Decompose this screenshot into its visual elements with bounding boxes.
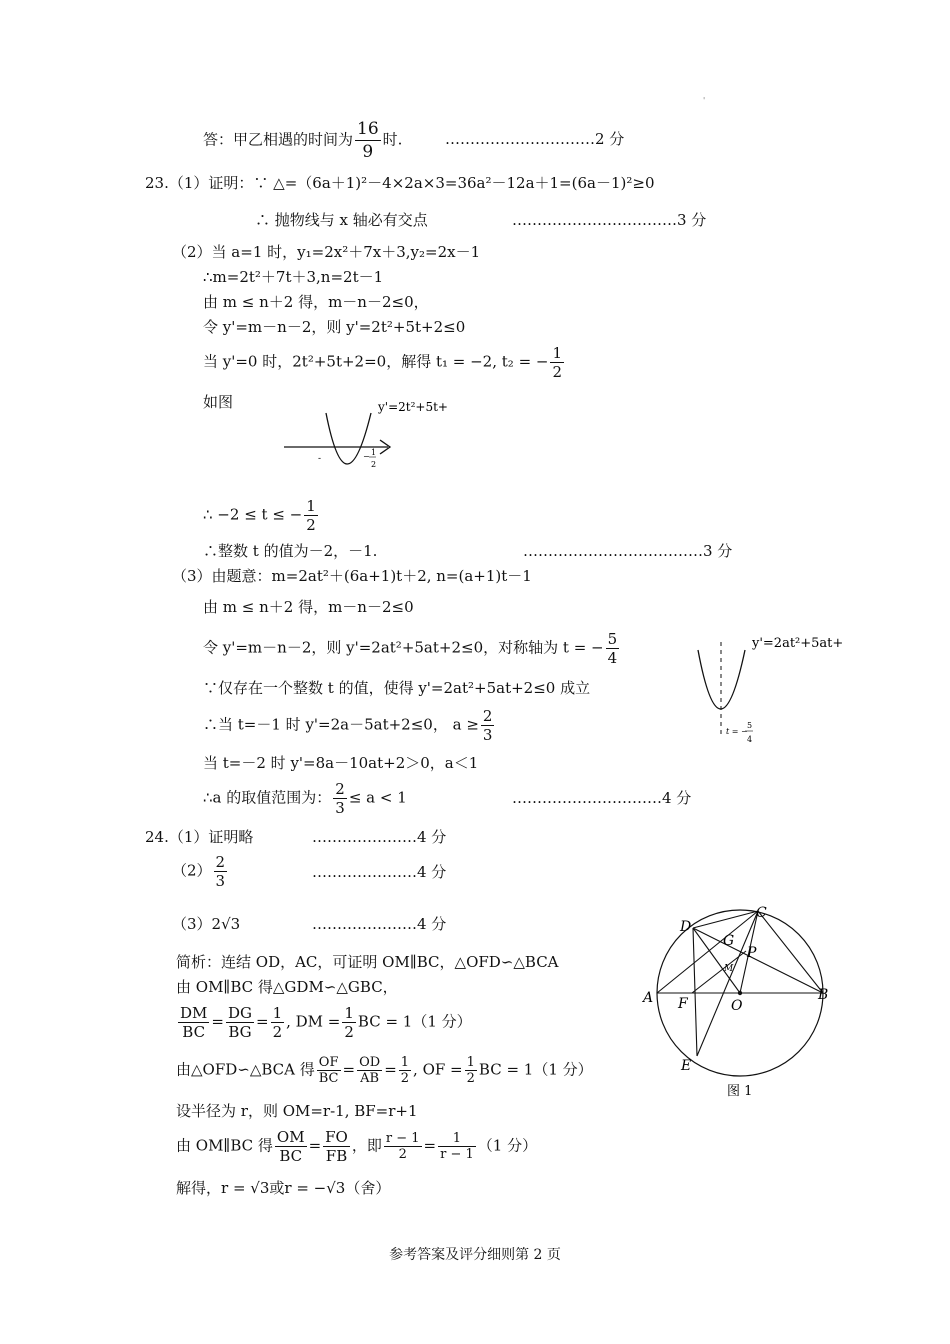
label-E: E [681,1058,692,1074]
q23-p2-line1: （2）当 a=1 时，y₁=2x²＋7x＋3,y₂=2x－1 [172,243,481,261]
q23-p2-figure-label: 如图 [203,393,234,411]
q24-s3-frac2: $\frac{DG}{BG}$ [227,1004,252,1041]
label-C: C [756,905,767,921]
q24-part3: （3）2√3 [172,915,241,933]
q24-s6-frac2: $\frac{FO}{FB}$ [325,1128,348,1165]
q24-sketch-line6: 由 OM∥BC 得 $\frac{OM}{BC}$ = $\frac{FO}{FB}$ ，即 $\frac{r - 1}{2}$ = $\frac{1}{r - 1}$ （1 分） [176,1128,538,1165]
q23-p3-line7: ∴a 的取值范围为： $\frac{2}{3}$ ≤ a < 1 [203,780,407,817]
q24-part1-points: …………………4 分 [312,828,447,846]
q24-s3-frac1: $\frac{DM}{BC}$ [180,1004,208,1041]
q23-p3-points: …………………………4 分 [512,789,692,807]
q23-conclusion-points: ……………………………3 分 [512,211,707,229]
q24-sketch-line3: $\frac{DM}{BC}$ = $\frac{DG}{BG}$ = $\frac{1}{2}$ , DM = $\frac{1}{2}$ BC = 1（1 分） [180,1004,472,1041]
q23-p2-line7: ∴整数 t 的值为－2，－1. [203,542,378,560]
q24-s4-frac1: $\frac{OF}{BC}$ [318,1055,339,1086]
graph2-axis-den: 4 [747,735,753,744]
label-P: P [747,945,757,961]
figure-caption: 图 1 [727,1084,753,1099]
q23-p2-points: ………………………………3 分 [523,542,733,560]
stray-mark: ' [703,96,706,105]
q23-p2-line6-fraction: $\frac{1}{2}$ [306,497,316,534]
q23-p3-line5-fraction: $\frac{2}{3}$ [482,707,493,744]
q23-p3-line6: 当 t=－2 时 y'=8a－10at+2＞0，a＜1 [203,754,479,772]
q24-sketch-line4: 由△OFD∽△BCA 得 $\frac{OF}{BC}$ = $\frac{OD}{AB}$ = $\frac{1}{2}$ , OF = $\frac{1}{2}$ BC = 1（1 分） [176,1055,593,1086]
q24-sketch-line7: 解得，r = √3或r = −√3（舍） [176,1179,391,1197]
parabola-graph-1 [280,395,460,485]
q23-p2-line4: 令 y'=m－n－2，则 y'=2t²+5t+2≤0 [203,318,466,336]
graph2-axis-label: t = − [726,727,748,736]
q24-sketch-line1: 简析：连结 OD，AC，可证明 OM∥BC，△OFD∽△BCA [176,953,559,971]
q24-s6-frac1: $\frac{OM}{BC}$ [276,1128,305,1165]
graph1-label: y'=2t²+5t+ [378,400,448,414]
answer-points: …………………………2 分 [445,130,625,148]
q24-part2-fraction: $\frac{2}{3}$ [215,853,226,890]
graph2-axis-num: 5 [747,721,753,730]
point-O-dot [738,991,742,995]
q23-p3-line5: ∴当 t=－1 时 y'=2a－5at+2≤0， a ≥ $\frac{2}{3}$ [203,707,493,744]
segment-CB [758,911,823,993]
q24-s3-frac4: $\frac{1}{2}$ [344,1004,354,1041]
answer-line [203,118,402,163]
page-footer: 参考答案及评分细则第 2 页 [389,1247,561,1263]
q24-part3-points: …………………4 分 [312,915,447,933]
graph1-tick-num: 1 [371,448,377,457]
q24-sketch-line5: 设半径为 r，则 OM=r-1, BF=r+1 [176,1102,418,1120]
answer-suffix: 时. [382,130,403,149]
q23-p3-line3-fraction: $\frac{5}{4}$ [607,630,618,667]
q23-p2-line6: ∴ −2 ≤ t ≤ − $\frac{1}{2}$ [203,497,316,534]
graph1-tick-left: - [318,454,322,464]
q23-p3-line1: （3）由题意：m=2at²＋(6a+1)t＋2, n=(a+1)t－1 [172,567,532,585]
q23-p3-line4: ∵仅存在一个整数 t 的值，使得 y'=2at²+5at+2≤0 成立 [203,679,591,697]
graph1-tick-den: 2 [371,460,377,469]
q24-part2-points: …………………4 分 [312,863,447,881]
q23-p2-line3: 由 m ≤ n＋2 得，m－n－2≤0， [203,293,429,311]
geometry-figure-1 [640,898,840,1103]
q23-p3-line7-fraction: $\frac{2}{3}$ [335,780,345,817]
q23-p2-line2: ∴m=2t²＋7t＋3,n=2t－1 [203,268,384,286]
q24-s6-frac4: $\frac{1}{r - 1}$ [440,1131,474,1162]
q23-p2-line5-fraction: $\frac{1}{2}$ [552,344,563,381]
q24-part2: （2） $\frac{2}{3}$ [172,853,226,890]
q23-conclusion: ∴ 抛物线与 x 轴必有交点 [255,211,428,229]
label-G: G [723,933,735,949]
q24-sketch-line2: 由 OM∥BC 得△GDM∽△GBC， [176,978,398,996]
q23-part1: 23.（1）证明：∵ △=（6a＋1)²－4×2a×3=36a²－12a＋1=(6a－1)²≥0 [145,174,655,192]
parabola-graph-2 [690,628,860,753]
label-F: F [678,996,688,1012]
answer-prefix: 答：甲乙相遇的时间为 [203,130,354,149]
q24-s3-frac3: $\frac{1}{2}$ [272,1004,283,1041]
answer-fraction: $\frac{16}{9}$ [357,119,379,162]
graph2-label: y'=2at²+5at+ [752,636,844,651]
q24-part1: 24.（1）证明略 [145,828,254,846]
label-D: D [680,919,692,935]
q24-s6-frac3: $\frac{r - 1}{2}$ [385,1131,420,1162]
q24-s4-frac4: $\frac{1}{2}$ [466,1055,475,1086]
label-B: B [818,987,829,1003]
graph1-tick-right: − [363,452,370,461]
label-O: O [731,998,743,1014]
label-A: A [643,990,654,1006]
q24-s4-frac3: $\frac{1}{2}$ [400,1055,410,1086]
q24-s4-frac2: $\frac{OD}{AB}$ [359,1055,381,1086]
q23-p2-line5: 当 y'=0 时，2t²+5t+2=0，解得 t₁ = −2, t₂ = − $\frac{1}{2}$ [203,344,563,381]
segment-DB [693,928,823,993]
label-M: M [724,964,734,974]
q23-p3-line2: 由 m ≤ n＋2 得，m－n－2≤0 [203,598,414,616]
q23-p3-line3: 令 y'=m－n－2，则 y'=2at²+5at+2≤0，对称轴为 t = − $\frac{5}{4}$ [203,630,618,667]
